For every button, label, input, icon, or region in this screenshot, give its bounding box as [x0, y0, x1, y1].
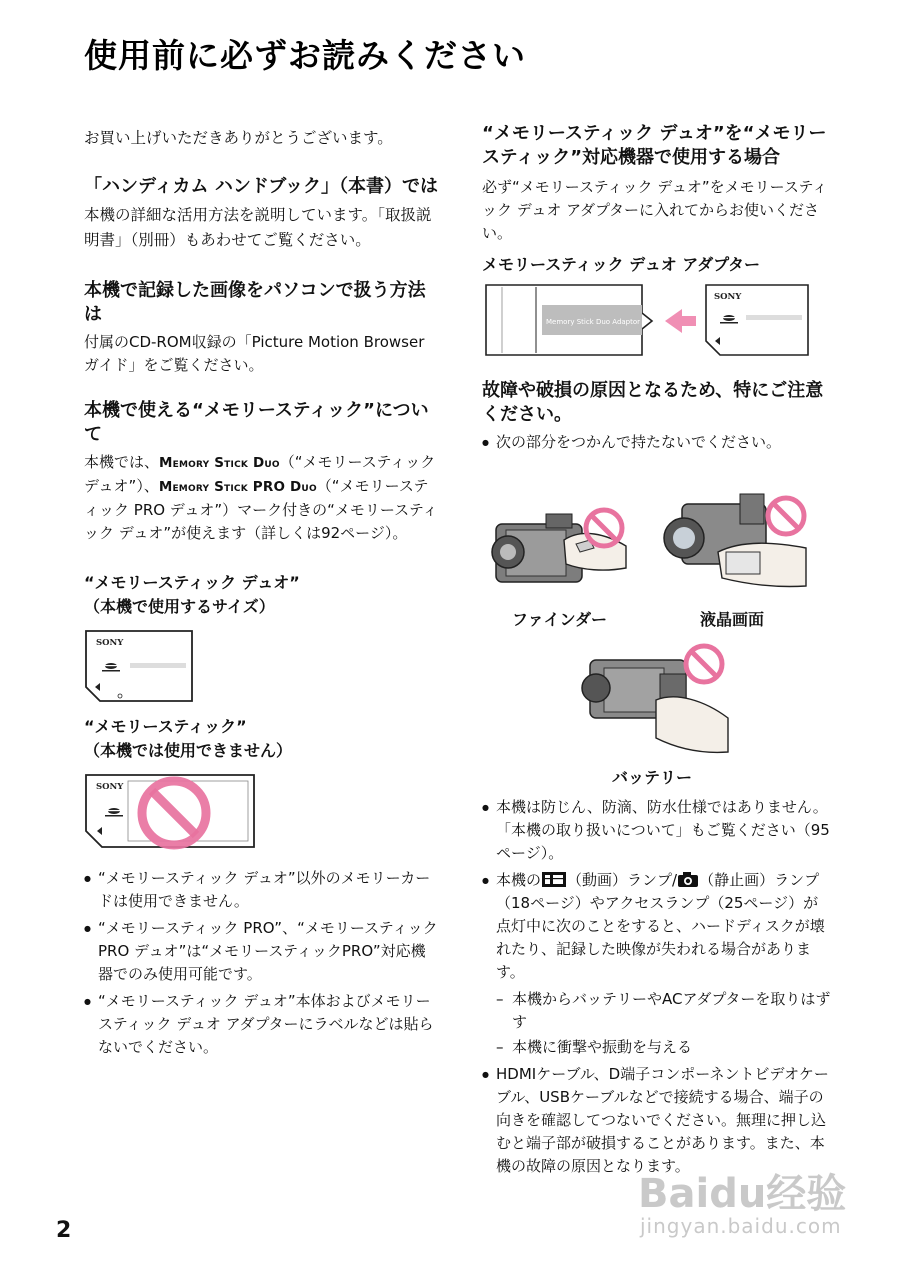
- adapter-usage-heading: “メモリースティック デュオ”を“メモリースティック”対応機器で使用する場合: [482, 123, 827, 168]
- adapter-card-brand: SONY: [714, 292, 742, 302]
- memory-stick-duo-card: [84, 629, 196, 703]
- pc-body: 付属のCD-ROM収録の「Picture Motion Browser ガイド」をご覧ください。: [84, 333, 425, 374]
- right-bullet-list: [482, 796, 832, 984]
- handbook-body: 本機の詳細な活用方法を説明しています。「取扱説明書」（別冊）もあわせてご覧ください。: [84, 206, 432, 249]
- page-number: 2: [56, 1218, 72, 1243]
- list-item: ● “メモリースティック PRO”、“メモリースティックPRO デュオ”は“メモリースティックPRO”対応機器でのみ使用可能です。: [84, 917, 439, 986]
- pc-heading: 本機で記録した画像をパソコンで扱う方法は: [84, 280, 426, 325]
- memory-stick-standard-card: [84, 771, 259, 853]
- caution-heading: 故障や破損の原因となるため、特にご注意ください。: [482, 380, 824, 425]
- right-dash-list: [482, 988, 832, 1059]
- caption-lcd: 液晶画面: [700, 610, 765, 629]
- list-item: ● “メモリースティック デュオ”以外のメモリーカードは使用できません。: [84, 867, 439, 913]
- ms-body-part-2: （“メモリースティックデュオ”）、: [84, 453, 436, 495]
- caution-intro-list: [482, 431, 832, 454]
- std-card-brand: SONY: [96, 782, 124, 792]
- ms-body-part-3: （“メモリースティック PRO デュオ”）マーク付きの“メモリースティック デュオ”が使えます（詳しくは92ページ）。: [84, 477, 438, 542]
- caption-battery: バッテリー: [612, 768, 693, 787]
- camcorder-battery-illustration: [580, 640, 740, 760]
- lamp-note-part-1: 本機の: [496, 871, 542, 889]
- lamp-note-part-3: （静止画）ランプ（18ページ）やアクセスランプ（25ページ）が点灯中に次のことをすると、ハードディスクが壊れたり、記録した映像が失われる場合があります。: [496, 871, 825, 981]
- intro-text: お買い上げいただきありがとうございます。: [84, 129, 393, 147]
- right-bullet-list-2: [482, 1063, 832, 1178]
- watermark-logo: Baidu经验: [638, 1171, 847, 1217]
- page-title: 使用前に必ずお読みください: [84, 36, 526, 75]
- handbook-heading: 「ハンディカム ハンドブック」（本書）では: [84, 176, 439, 197]
- camera-icon: [677, 871, 699, 888]
- caption-finder: ファインダー: [512, 610, 608, 629]
- memory-stick-heading: 本機で使える“メモリースティック”について: [84, 400, 429, 445]
- list-item: ● 本機は防じん、防滴、防水仕様ではありません。「本機の取り扱いについて」もご覧ください（95ページ）。: [482, 796, 832, 865]
- duo-heading-line2: （本機で使用するサイズ）: [84, 597, 275, 616]
- right-lower-notes: [482, 796, 832, 1182]
- memory-stick-body: [84, 451, 439, 545]
- memory-stick-pro-duo-logo: Memory Stick PRO Duo: [158, 479, 317, 495]
- prohibit-icon: [768, 498, 804, 534]
- list-item: – 本機に衝撃や振動を与える: [482, 1036, 832, 1059]
- adapter-usage-body: 必ず“メモリースティック デュオ”をメモリースティック デュオ アダプターに入れてからお使いください。: [482, 178, 828, 242]
- right-column: [482, 122, 832, 458]
- list-item: – 本機からバッテリーやACアダプターを取りはずす: [482, 988, 832, 1034]
- watermark-url: jingyan.baidu.com: [640, 1214, 842, 1238]
- list-item: ● “メモリースティック デュオ”本体およびメモリースティック デュオ アダプターにラベルなどは貼らないでください。: [84, 990, 439, 1059]
- adapter-label: Memory Stick Duo Adaptor: [546, 318, 641, 326]
- adapter-heading: メモリースティック デュオ アダプター: [482, 255, 761, 274]
- lamp-note-part-2: （動画）ランプ/: [567, 871, 678, 889]
- ms-body-part-1: 本機では、: [84, 453, 160, 471]
- camcorder-finder-illustration: [486, 500, 646, 596]
- adapter-insert-diagram: [482, 281, 812, 359]
- memory-stick-duo-logo: Memory Stick Duo: [159, 455, 280, 471]
- movie-icon: [541, 871, 567, 888]
- camcorder-lcd-illustration: [656, 488, 816, 596]
- std-heading-line2: （本機では使用できません）: [84, 741, 293, 760]
- list-item: ● 次の部分をつかんで持たないでください。: [482, 431, 832, 454]
- std-heading-line1: “メモリースティック”: [84, 717, 247, 736]
- list-item: ● HDMIケーブル、D端子コンポーネントビデオケーブル、USBケーブルなどで接続する場合、端子の向きを確認してつないでください。無理に押し込むと端子部が破損することがあります。また、本機の故障の原因となります。: [482, 1063, 832, 1178]
- arrow-left-icon: [665, 309, 696, 333]
- prohibit-icon: [686, 646, 722, 682]
- duo-heading-line1: “メモリースティック デュオ”: [84, 573, 300, 592]
- duo-card-brand: SONY: [96, 638, 124, 648]
- list-item: [482, 869, 832, 984]
- left-bullet-list: [84, 867, 439, 1059]
- left-column: [84, 122, 439, 1063]
